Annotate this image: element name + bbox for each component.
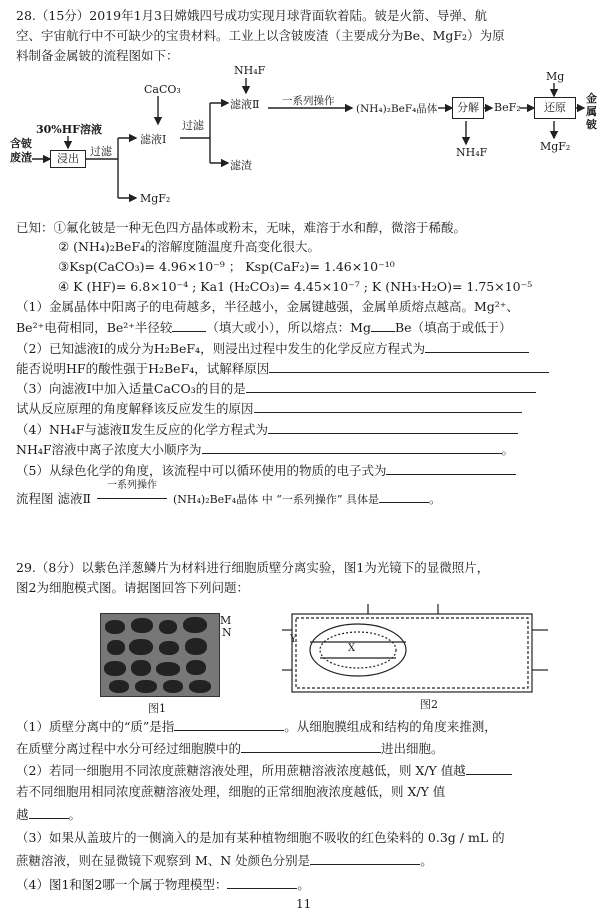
q28-known-3: ③Ksp(CaCO₃)= 4.96×10⁻⁹ ； Ksp(CaF₂)= 1.46×10⁻¹⁰: [58, 259, 395, 274]
flow-decompose-box: 分解: [452, 97, 484, 119]
flow-caco3-reagent: CaCO₃: [144, 83, 181, 96]
q28-intro-line1: 28.（15分）2019年1月3日嫦娥四号成功实现月球背面软着陆。铍是火箭、导弹、航: [16, 8, 488, 23]
q29-sub3-line1: （3）如果从盖玻片的一侧滴入的是加有某种植物细胞不吸收的红色染料的 0.3g / mL 的: [16, 830, 505, 845]
answer-blank[interactable]: [269, 360, 549, 373]
flow-nh4f-reagent: NH₄F: [234, 64, 266, 77]
q28-known-4: ④ K (HF)= 6.8×10⁻⁴ ; Ka1 (H₂CO₃)= 4.45×10⁻⁷ ; K (NH₃·H₂O)= 1.75×10⁻⁵: [58, 279, 533, 294]
flow-mg-reagent: Mg: [546, 70, 565, 83]
answer-blank[interactable]: [174, 718, 284, 731]
answer-blank[interactable]: [386, 462, 516, 475]
q28-known-2: ② (NH₄)₂BeF₄的溶解度随温度升高变化很大。: [58, 239, 321, 254]
q28-sub3-line1: （3）向滤液Ⅰ中加入适量CaCO₃的目的是: [16, 380, 536, 397]
q28-sub1-line2: Be²⁺电荷相同，Be²⁺半径较 （填大或小），所以熔点：Mg Be（填高于或低于）: [16, 320, 512, 335]
answer-blank[interactable]: [254, 400, 522, 413]
q29-sub2-line1: （2）若同一细胞用不同浓度蔗糖溶液处理，所用蔗糖溶液浓度越低，则 X/Y 值越: [16, 762, 512, 779]
q29-sub3-line2: 蔗糖溶液，则在显微镜下观察到 M、N 处颜色分别是 。: [16, 853, 433, 868]
answer-blank[interactable]: [379, 490, 429, 503]
flow-hf-solution: 30%HF溶液: [36, 123, 102, 136]
fig1-label-n: N: [222, 626, 232, 639]
q28-sub3-line2: 试从反应原理的角度解释该反应发生的原因: [16, 400, 522, 417]
answer-blank[interactable]: [425, 340, 529, 353]
q28-known-1: 已知：①氟化铍是一种无色四方晶体或粉末，无味，难溶于水和醇，微溶于稀酸。: [16, 220, 467, 235]
fig1-caption: 图1: [148, 702, 166, 715]
answer-blank[interactable]: [29, 806, 69, 819]
flow-bef2: BeF₂: [494, 101, 521, 114]
answer-blank[interactable]: [466, 762, 512, 775]
process-flowchart: [0, 58, 611, 218]
q29-intro-line2: 图2为细胞模式图。请据图回答下列问题：: [16, 580, 249, 595]
micrograph-figure: [100, 613, 220, 697]
flow-residue: 滤渣: [230, 159, 252, 172]
flow-leach-box: 浸出: [50, 150, 86, 168]
flow-filtrate1: 滤液Ⅰ: [140, 133, 167, 146]
flow-filter2-label: 过滤: [182, 119, 204, 132]
q28-intro-line2: 空、宇宙航行中不可缺少的宝贵材料。工业上以含铍废渣（主要成分为Be、MgF₂）为原: [16, 28, 505, 43]
answer-blank[interactable]: [246, 380, 536, 393]
fig2-caption: 图2: [420, 698, 438, 711]
answer-blank[interactable]: [227, 876, 297, 889]
answer-blank[interactable]: [202, 441, 502, 454]
q28-sub4-line2: NH₄F溶液中离子浓度大小顺序为 。: [16, 442, 515, 457]
answer-blank[interactable]: [172, 319, 206, 332]
fig2-label-x: X: [348, 643, 356, 654]
q29-sub1-line1: （1）质壁分离中的“质”是指 。从细胞膜组成和结构的角度来推测，: [16, 719, 497, 734]
q29-sub2-line2: 若不同细胞用相同浓度蔗糖溶液处理，细胞的正常细胞液浓度越低，则 X/Y 值: [16, 784, 446, 799]
flow-reduce-box: 还原: [534, 97, 576, 119]
q28-sub4-line1: （4）NH₄F与滤液Ⅱ发生反应的化学方程式为: [16, 421, 518, 438]
fig2-label-y: Y: [290, 634, 297, 645]
flow-raw-material: 含铍废渣: [10, 137, 32, 164]
q28-intro-line3: 料制备金属铍的流程图如下：: [16, 48, 179, 63]
answer-blank[interactable]: [310, 852, 420, 865]
flow-crystal: (NH₄)₂BeF₄晶体: [356, 103, 438, 115]
fig1-label-m: M: [220, 614, 232, 627]
flow-product: 金属铍: [586, 92, 597, 131]
q28-sub5-line1: （5）从绿色化学的角度，该流程中可以循环使用的物质的电子式为: [16, 462, 516, 479]
answer-blank[interactable]: [241, 740, 381, 753]
flow-series-ops: 一系列操作: [282, 95, 335, 107]
q29-sub1-line2: 在质壁分离过程中水分可经过细胞膜中的 进出细胞。: [16, 741, 444, 756]
q28-sub5-line2: 流程图 滤液Ⅱ 一系列操作 (NH₄)₂BeF₄晶体 中 “一系列操作” 具体是 。: [16, 480, 442, 506]
flow-filtrate2: 滤液Ⅱ: [230, 98, 260, 111]
flow-inline-ops: 一系列操作: [106, 480, 157, 491]
q28-sub1-line1: （1）金属晶体中阳离子的电荷越多，半径越小，金属键越强，金属单质熔点越高。Mg²⁺、: [16, 299, 519, 314]
answer-blank[interactable]: [268, 421, 518, 434]
cell-model-figure: [268, 600, 598, 700]
q29-sub2-line3: 越 。: [16, 807, 82, 822]
flow-nh4f-byproduct: NH₄F: [456, 146, 488, 159]
flow-mgf2-byproduct: MgF₂: [140, 192, 171, 205]
flow-mgf2-byproduct2: MgF₂: [540, 140, 571, 153]
flow-filter1-label: 过滤: [90, 145, 112, 158]
answer-blank[interactable]: [371, 319, 395, 332]
q28-sub2-line1: （2）已知滤液Ⅰ的成分为H₂BeF₄，则浸出过程中发生的化学反应方程式为: [16, 340, 529, 357]
q29-sub4-line1: （4）图1和图2哪一个属于物理模型： 。: [16, 877, 310, 892]
page-number: 11: [296, 897, 312, 911]
q29-intro-line1: 29.（8分）以紫色洋葱鳞片为材料进行细胞质壁分离实验，图1为光镜下的显微照片，: [16, 560, 490, 575]
q28-sub2-line2: 能否说明HF的酸性强于H₂BeF₄，试解释原因: [16, 360, 549, 377]
